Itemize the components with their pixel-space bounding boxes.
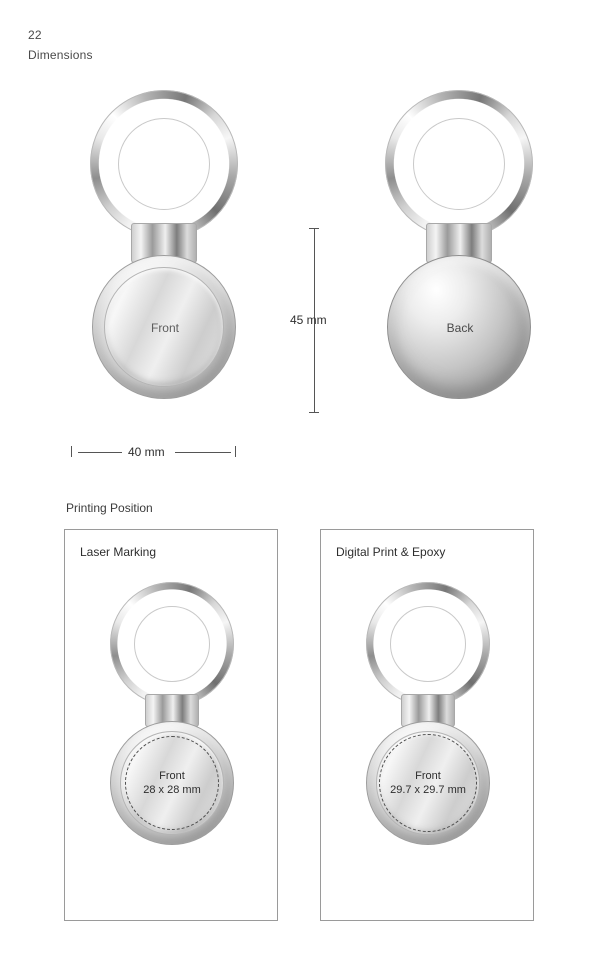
key-ring-loop xyxy=(90,90,238,238)
print-area-label-digital xyxy=(353,769,503,797)
printing-position-title: Printing Position xyxy=(66,501,153,515)
width-dimension-label: 40 mm xyxy=(128,445,165,459)
keyring-digital-illustration xyxy=(353,582,503,892)
front-face-label: Front xyxy=(150,321,179,335)
page-title: Dimensions xyxy=(28,48,93,62)
print-area-size-digital: 29.7 x 29.7 mm xyxy=(390,784,466,796)
key-ring-loop-laser xyxy=(110,582,234,706)
panel-title-digital-print: Digital Print & Epoxy xyxy=(336,545,446,559)
print-area-face-digital: Front xyxy=(415,770,441,782)
width-dimension-line-left xyxy=(78,452,122,453)
keyring-back-illustration xyxy=(365,90,555,420)
height-dimension-tick-bottom xyxy=(309,412,319,413)
width-dimension-tick-left xyxy=(71,446,72,457)
key-ring-loop-back xyxy=(385,90,533,238)
height-dimension-label: 45 mm xyxy=(290,313,327,327)
back-face-label: Back xyxy=(446,321,474,335)
panel-title-laser-marking: Laser Marking xyxy=(80,545,157,559)
width-dimension-tick-right xyxy=(235,446,236,457)
height-dimension-tick-top xyxy=(309,228,319,229)
width-dimension-line-right xyxy=(175,452,231,453)
print-area-label-laser xyxy=(97,769,247,797)
key-ring-loop-digital xyxy=(366,582,490,706)
keyring-front-illustration xyxy=(70,90,260,420)
print-area-face-laser: Front xyxy=(159,770,185,782)
print-area-size-laser: 28 x 28 mm xyxy=(143,784,201,796)
keyring-laser-illustration xyxy=(97,582,247,892)
page-number: 22 xyxy=(28,28,42,42)
